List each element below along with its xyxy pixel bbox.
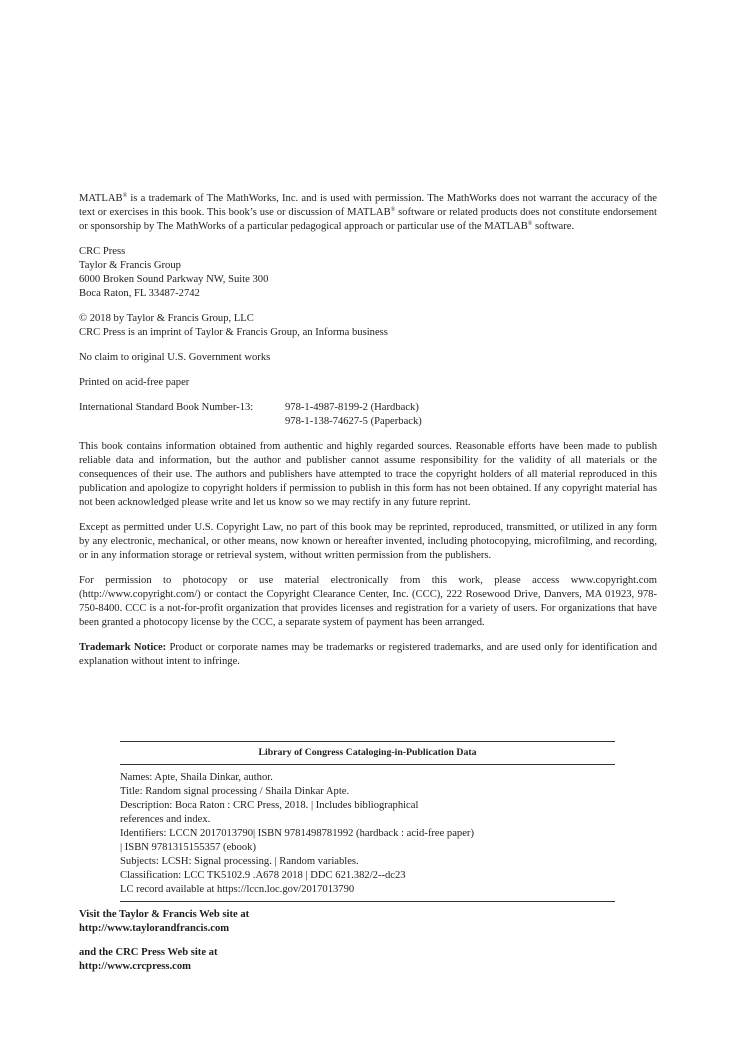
divider (120, 901, 615, 902)
publisher-address (79, 245, 657, 301)
cip-line: references and index. (120, 814, 211, 825)
isbn-paperback: 978-1-138-74627-5 (Paperback) (285, 416, 422, 427)
trademark-notice: Trademark Notice: Product or corporate names may be trademarks or registered trademarks, and are used only for identification and explanation without intent to infringe. (79, 642, 657, 667)
cip-line: Identifiers: LCCN 2017013790| ISBN 9781498781992 (hardback : acid-free paper) (120, 828, 474, 839)
cip-line: | ISBN 9781315155357 (ebook) (120, 842, 257, 853)
imprint-line: CRC Press is an imprint of Taylor & Francis Group, an Informa business (79, 327, 388, 338)
copyright-notice (79, 312, 657, 340)
web-links (79, 908, 249, 974)
cip-line: Description: Boca Raton : CRC Press, 2018. | Includes bibliographical (120, 800, 419, 811)
copyright-line: © 2018 by Taylor & Francis Group, LLC (79, 313, 254, 324)
isbn-hardback: 978-1-4987-8199-2 (Hardback) (285, 402, 419, 413)
copyright-law-paragraph: Except as permitted under U.S. Copyright Law, no part of this book may be reprinted, reproduced, transmitted, or utilized in any form by any electronic, mechanical, or other means, now known or hereafter invented, including photocopying, microfilming, and recording, or in any information storage or retrieval system, without written permission from the publishers. (79, 522, 657, 561)
no-claim-line: No claim to original U.S. Government works (79, 352, 271, 363)
isbn-label: International Standard Book Number-13: (79, 402, 254, 413)
cip-line: Names: Apte, Shaila Dinkar, author. (120, 772, 273, 783)
address-line: CRC Press (79, 246, 126, 257)
cip-line: Subjects: LCSH: Signal processing. | Random variables. (120, 856, 359, 867)
permission-paragraph: For permission to photocopy or use material electronically from this work, please access www.copyright.com (http://www.copyright.com/) or contact the Copyright Clearance Center, Inc. (CCC), 222 Rosewood Drive, Danvers, MA 01923, 978-750-8400. CCC is a not-for-profit organization that provides licenses and registration for a variety of users. For organizations that have been granted a photocopy license by the CCC, a separate system of payment has been arranged. (79, 575, 657, 628)
cip-line: Title: Random signal processing / Shaila Dinkar Apte. (120, 786, 350, 797)
address-line: 6000 Broken Sound Parkway NW, Suite 300 (79, 274, 269, 285)
info-paragraph: This book contains information obtained from authentic and highly regarded sources. Reasonable efforts have been made to publish reliable data and information, but the author and publisher cannot assume responsibility for the validity of all materials or the consequences of their use. The authors and publishers have attempted to trace the copyright holders of all material reproduced in this publication and apologize to copyright holders if permission to publish in this form has not been obtained. If any copyright material has not been acknowledged please write and let us know so we may rectify in any future reprint. (79, 441, 657, 508)
printed-line: Printed on acid-free paper (79, 377, 190, 388)
address-line: Taylor & Francis Group (79, 260, 181, 271)
cip-line: LC record available at https://lccn.loc.gov/2017013790 (120, 884, 355, 895)
tf-site-url: http://www.taylorandfrancis.com (79, 923, 230, 934)
crc-site-url: http://www.crcpress.com (79, 961, 192, 972)
cip-block (120, 741, 615, 902)
cip-heading: Library of Congress Cataloging-in-Publication Data (258, 747, 477, 758)
cip-line: Classification: LCC TK5102.9 .A678 2018 | DDC 621.382/2--dc23 (120, 870, 406, 881)
crc-site-label: and the CRC Press Web site at (79, 947, 218, 958)
address-line: Boca Raton, FL 33487-2742 (79, 288, 200, 299)
isbn-block (79, 401, 657, 429)
copyright-page (79, 192, 657, 669)
trademark-label: Trademark Notice: (79, 642, 167, 653)
matlab-notice: MATLAB® is a trademark of The MathWorks, Inc. and is used with permission. The MathWorks does not warrant the accuracy of the text or exercises in this book. This book’s use or discussion of MATLAB® software or related products does not constitute endorsement or sponsorship by The MathWorks of a particular pedagogical approach or particular use of the MATLAB® software. (79, 193, 658, 232)
tf-site-label: Visit the Taylor & Francis Web site at (79, 909, 250, 920)
